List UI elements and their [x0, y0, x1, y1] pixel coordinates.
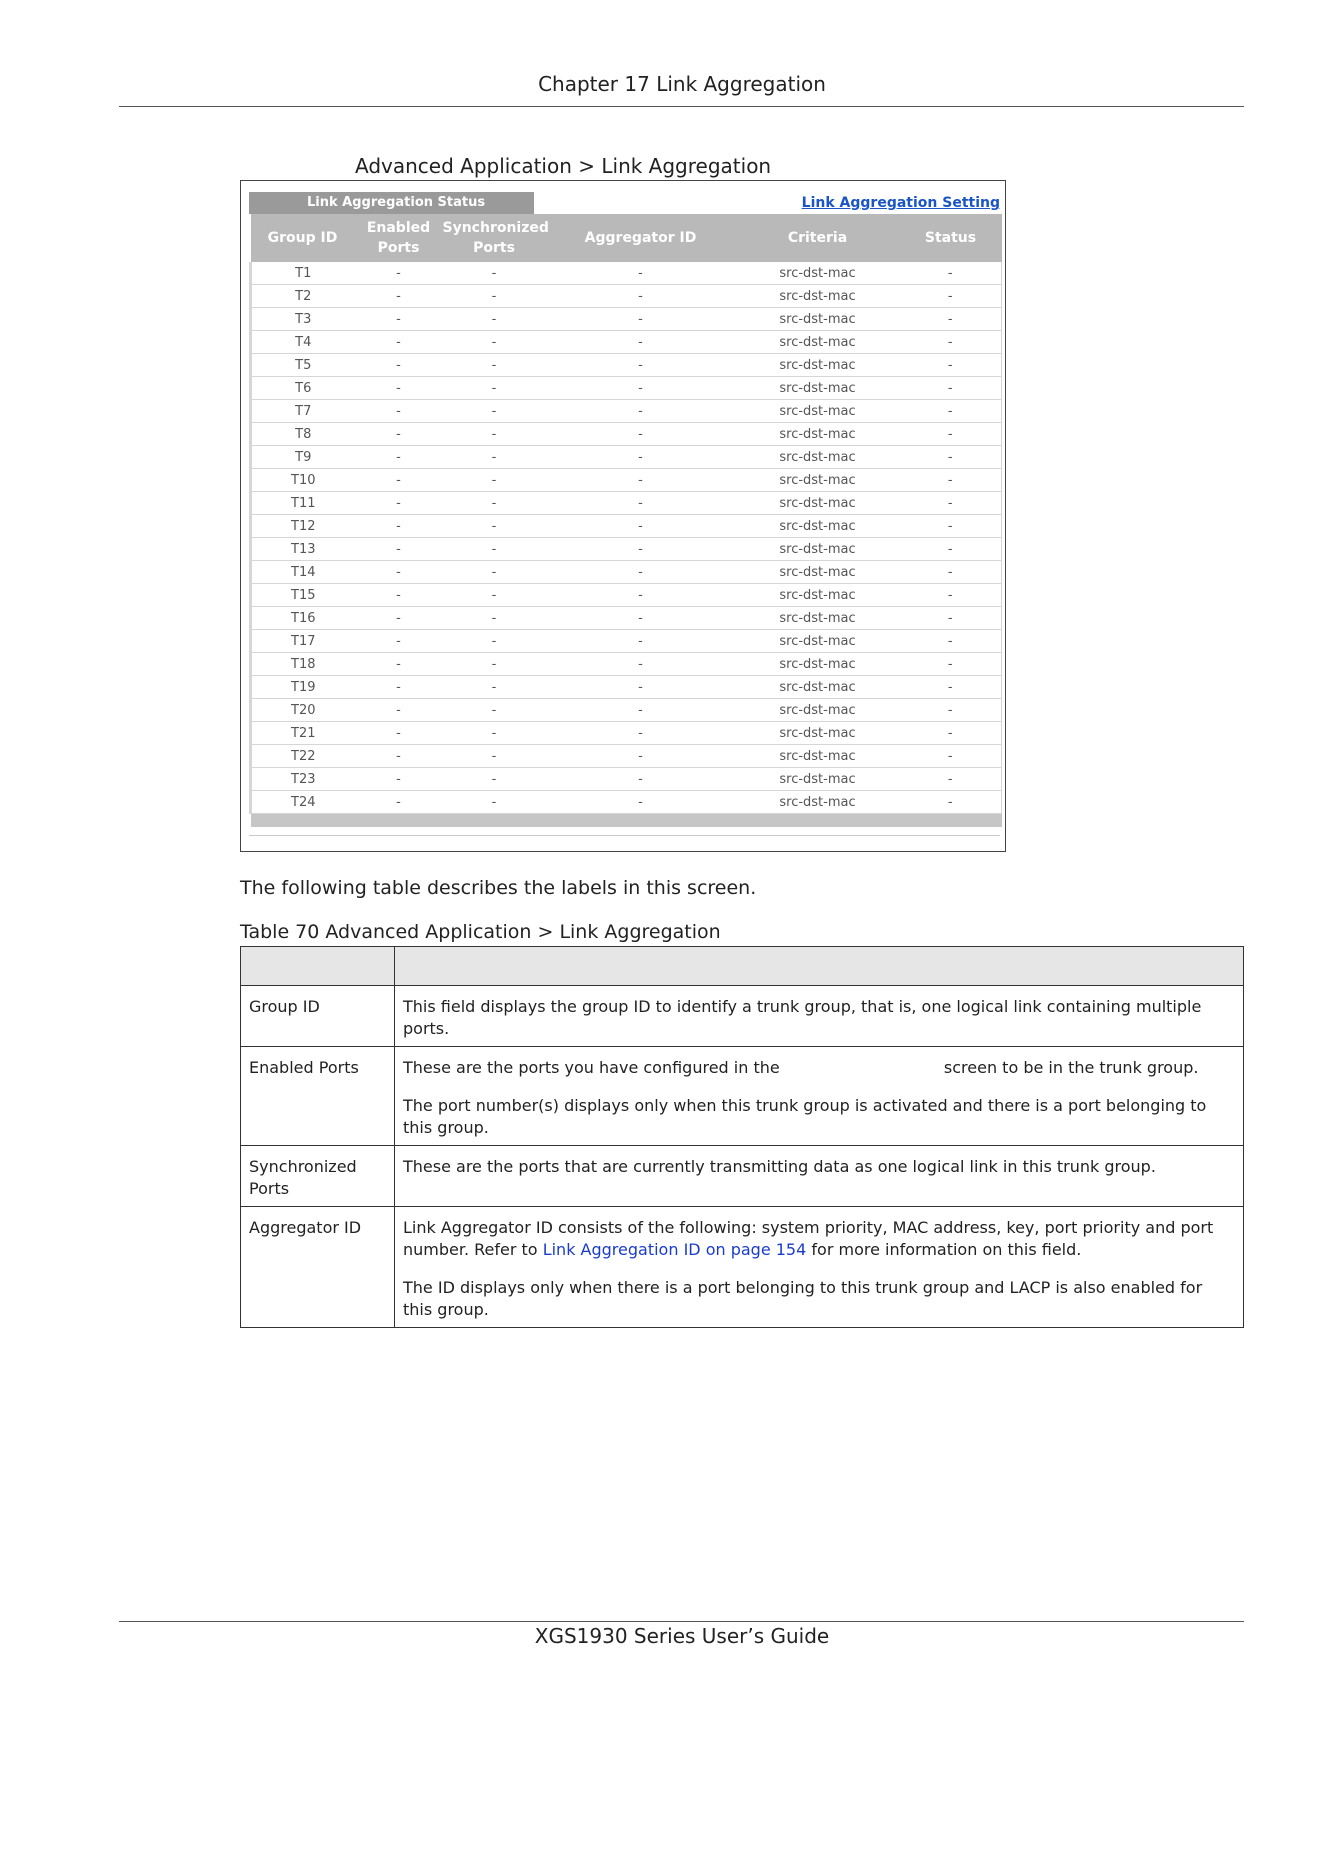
screenshot-bottom-line — [249, 835, 1000, 836]
cell-group-id: T7 — [251, 400, 355, 423]
cell-group-id: T18 — [251, 653, 355, 676]
cell-aggregator-id: - — [546, 630, 736, 653]
cell-status: - — [900, 262, 1002, 285]
desc-row-enabled-ports — [241, 1047, 1244, 1146]
cell-enabled-ports: - — [355, 584, 443, 607]
cell-aggregator-id: - — [546, 676, 736, 699]
cell-status: - — [900, 400, 1002, 423]
desc-row-synchronized-ports — [241, 1146, 1244, 1207]
cell-sync-ports: - — [443, 354, 546, 377]
cell-criteria: src-dst-mac — [736, 538, 900, 561]
cell-status: - — [900, 745, 1002, 768]
cell-aggregator-id: - — [546, 699, 736, 722]
table-row — [251, 331, 1002, 354]
cell-enabled-ports: - — [355, 285, 443, 308]
cell-group-id: T5 — [251, 354, 355, 377]
cell-enabled-ports: - — [355, 745, 443, 768]
cell-aggregator-id: - — [546, 768, 736, 791]
col-group-id: Group ID — [251, 214, 355, 262]
table-row — [251, 400, 1002, 423]
cell-group-id: T15 — [251, 584, 355, 607]
cell-sync-ports: - — [443, 515, 546, 538]
label-cell: Aggregator ID — [241, 1207, 395, 1328]
cell-status: - — [900, 768, 1002, 791]
cell-criteria: src-dst-mac — [736, 607, 900, 630]
cell-sync-ports: - — [443, 699, 546, 722]
col-enabled-ports: Enabled Ports — [355, 214, 443, 262]
cell-sync-ports: - — [443, 630, 546, 653]
table-row — [251, 584, 1002, 607]
cell-enabled-ports: - — [355, 308, 443, 331]
cell-enabled-ports: - — [355, 561, 443, 584]
cell-sync-ports: - — [443, 768, 546, 791]
cell-group-id: T4 — [251, 331, 355, 354]
cell-criteria: src-dst-mac — [736, 331, 900, 354]
table-row — [251, 768, 1002, 791]
header-rule — [119, 106, 1244, 107]
table-row — [251, 354, 1002, 377]
cell-criteria: src-dst-mac — [736, 653, 900, 676]
cell-criteria: src-dst-mac — [736, 515, 900, 538]
table-row — [251, 630, 1002, 653]
cell-criteria: src-dst-mac — [736, 561, 900, 584]
table-footer-bar — [251, 814, 1002, 828]
cell-group-id: T11 — [251, 492, 355, 515]
cell-criteria: src-dst-mac — [736, 446, 900, 469]
table-row — [251, 515, 1002, 538]
desc-row-group-id — [241, 986, 1244, 1047]
cell-criteria: src-dst-mac — [736, 676, 900, 699]
cell-criteria: src-dst-mac — [736, 492, 900, 515]
label-cell: Synchronized Ports — [241, 1146, 395, 1207]
link-aggregation-id-link[interactable]: Link Aggregation ID on page 154 — [542, 1240, 807, 1259]
cell-group-id: T12 — [251, 515, 355, 538]
cell-status: - — [900, 630, 1002, 653]
cell-sync-ports: - — [443, 584, 546, 607]
cell-status: - — [900, 653, 1002, 676]
table-row — [251, 676, 1002, 699]
table-row — [251, 423, 1002, 446]
cell-criteria: src-dst-mac — [736, 377, 900, 400]
cell-criteria: src-dst-mac — [736, 354, 900, 377]
cell-status: - — [900, 538, 1002, 561]
cell-group-id: T13 — [251, 538, 355, 561]
cell-aggregator-id: - — [546, 607, 736, 630]
cell-criteria: src-dst-mac — [736, 469, 900, 492]
chapter-header: Chapter 17 Link Aggregation — [538, 72, 826, 96]
table-row — [251, 722, 1002, 745]
cell-group-id: T17 — [251, 630, 355, 653]
cell-sync-ports: - — [443, 791, 546, 814]
cell-aggregator-id: - — [546, 331, 736, 354]
cell-criteria: src-dst-mac — [736, 791, 900, 814]
cell-group-id: T8 — [251, 423, 355, 446]
cell-status: - — [900, 354, 1002, 377]
cell-sync-ports: - — [443, 653, 546, 676]
desc-row-aggregator-id — [241, 1207, 1244, 1328]
table-row — [251, 492, 1002, 515]
cell-status: - — [900, 446, 1002, 469]
cell-group-id: T20 — [251, 699, 355, 722]
cell-enabled-ports: - — [355, 653, 443, 676]
cell-group-id: T22 — [251, 745, 355, 768]
cell-group-id: T3 — [251, 308, 355, 331]
cell-sync-ports: - — [443, 745, 546, 768]
table-row — [251, 561, 1002, 584]
cell-enabled-ports: - — [355, 469, 443, 492]
table-row — [251, 469, 1002, 492]
cell-status: - — [900, 331, 1002, 354]
cell-sync-ports: - — [443, 561, 546, 584]
cell-group-id: T21 — [251, 722, 355, 745]
desc-header-description — [395, 947, 1244, 986]
cell-status: - — [900, 377, 1002, 400]
table-row — [251, 446, 1002, 469]
table-header-row — [251, 214, 1002, 262]
link-aggregation-setting-link[interactable]: Link Aggregation Setting — [801, 195, 1000, 211]
cell-aggregator-id: - — [546, 791, 736, 814]
cell-sync-ports: - — [443, 423, 546, 446]
table-row — [251, 262, 1002, 285]
cell-status: - — [900, 584, 1002, 607]
footer-title: XGS1930 Series User’s Guide — [534, 1624, 830, 1648]
cell-enabled-ports: - — [355, 722, 443, 745]
cell-enabled-ports: - — [355, 377, 443, 400]
cell-enabled-ports: - — [355, 676, 443, 699]
cell-sync-ports: - — [443, 607, 546, 630]
table-row — [251, 699, 1002, 722]
cell-criteria: src-dst-mac — [736, 308, 900, 331]
cell-enabled-ports: - — [355, 791, 443, 814]
link-aggregation-status-table — [249, 214, 1002, 827]
cell-aggregator-id: - — [546, 262, 736, 285]
cell-group-id: T23 — [251, 768, 355, 791]
cell-enabled-ports: - — [355, 423, 443, 446]
cell-enabled-ports: - — [355, 699, 443, 722]
cell-aggregator-id: - — [546, 584, 736, 607]
table-row — [251, 285, 1002, 308]
cell-enabled-ports: - — [355, 538, 443, 561]
cell-status: - — [900, 469, 1002, 492]
cell-sync-ports: - — [443, 538, 546, 561]
cell-group-id: T19 — [251, 676, 355, 699]
footer-rule — [119, 1621, 1244, 1622]
cell-enabled-ports: - — [355, 331, 443, 354]
cell-criteria: src-dst-mac — [736, 768, 900, 791]
cell-criteria: src-dst-mac — [736, 400, 900, 423]
cell-status: - — [900, 308, 1002, 331]
intro-text: The following table describes the labels in this screen. — [240, 877, 757, 899]
cell-enabled-ports: - — [355, 400, 443, 423]
table-row — [251, 653, 1002, 676]
cell-sync-ports: - — [443, 308, 546, 331]
cell-criteria: src-dst-mac — [736, 722, 900, 745]
cell-criteria: src-dst-mac — [736, 262, 900, 285]
cell-enabled-ports: - — [355, 630, 443, 653]
table-row — [251, 538, 1002, 561]
cell-aggregator-id: - — [546, 745, 736, 768]
cell-sync-ports: - — [443, 492, 546, 515]
cell-aggregator-id: - — [546, 515, 736, 538]
cell-status: - — [900, 791, 1002, 814]
cell-aggregator-id: - — [546, 400, 736, 423]
desc-header-label — [241, 947, 395, 986]
table-row — [251, 791, 1002, 814]
link-aggregation-screenshot — [240, 180, 1006, 852]
cell-status: - — [900, 285, 1002, 308]
cell-criteria: src-dst-mac — [736, 745, 900, 768]
cell-aggregator-id: - — [546, 377, 736, 400]
cell-aggregator-id: - — [546, 308, 736, 331]
description-cell: Link Aggregator ID consists of the following: system priority, MAC address, key, port priority and port number. Refer to Link Aggregation ID on page 154 for more information on this field. The ID displays only when there is a port belonging to this trunk group and LACP is also enabled for this group. — [395, 1207, 1244, 1328]
cell-sync-ports: - — [443, 262, 546, 285]
cell-enabled-ports: - — [355, 492, 443, 515]
cell-sync-ports: - — [443, 377, 546, 400]
cell-enabled-ports: - — [355, 515, 443, 538]
cell-group-id: T9 — [251, 446, 355, 469]
table-row — [251, 745, 1002, 768]
cell-group-id: T1 — [251, 262, 355, 285]
cell-group-id: T6 — [251, 377, 355, 400]
col-synchronized-ports: Synchronized Ports — [443, 214, 546, 262]
cell-criteria: src-dst-mac — [736, 285, 900, 308]
cell-aggregator-id: - — [546, 354, 736, 377]
cell-enabled-ports: - — [355, 354, 443, 377]
description-cell: This field displays the group ID to identify a trunk group, that is, one logical link containing multiple ports. — [395, 986, 1244, 1047]
cell-aggregator-id: - — [546, 538, 736, 561]
cell-sync-ports: - — [443, 676, 546, 699]
table-row — [251, 607, 1002, 630]
cell-group-id: T14 — [251, 561, 355, 584]
cell-criteria: src-dst-mac — [736, 699, 900, 722]
desc-table-header — [241, 947, 1244, 986]
cell-status: - — [900, 699, 1002, 722]
cell-group-id: T2 — [251, 285, 355, 308]
cell-enabled-ports: - — [355, 607, 443, 630]
label-description-table — [240, 946, 1244, 1328]
figure-caption: Advanced Application > Link Aggregation — [355, 154, 772, 178]
cell-enabled-ports: - — [355, 768, 443, 791]
label-cell: Group ID — [241, 986, 395, 1047]
cell-sync-ports: - — [443, 722, 546, 745]
col-criteria: Criteria — [736, 214, 900, 262]
cell-sync-ports: - — [443, 446, 546, 469]
cell-group-id: T10 — [251, 469, 355, 492]
description-cell: These are the ports that are currently transmitting data as one logical link in this trunk group. — [395, 1146, 1244, 1207]
description-cell: These are the ports you have configured in the screen to be in the trunk group. The port number(s) displays only when this trunk group is activated and there is a port belonging to this group. — [395, 1047, 1244, 1146]
cell-criteria: src-dst-mac — [736, 630, 900, 653]
cell-aggregator-id: - — [546, 492, 736, 515]
cell-status: - — [900, 561, 1002, 584]
cell-criteria: src-dst-mac — [736, 584, 900, 607]
table-caption: Table 70 Advanced Application > Link Aggregation — [240, 921, 721, 943]
cell-status: - — [900, 423, 1002, 446]
cell-status: - — [900, 722, 1002, 745]
cell-sync-ports: - — [443, 331, 546, 354]
cell-enabled-ports: - — [355, 446, 443, 469]
cell-aggregator-id: - — [546, 561, 736, 584]
label-cell: Enabled Ports — [241, 1047, 395, 1146]
cell-sync-ports: - — [443, 400, 546, 423]
cell-status: - — [900, 676, 1002, 699]
table-row — [251, 377, 1002, 400]
cell-sync-ports: - — [443, 285, 546, 308]
cell-aggregator-id: - — [546, 469, 736, 492]
cell-sync-ports: - — [443, 469, 546, 492]
cell-aggregator-id: - — [546, 722, 736, 745]
table-row — [251, 308, 1002, 331]
cell-group-id: T24 — [251, 791, 355, 814]
cell-status: - — [900, 492, 1002, 515]
status-tab[interactable]: Link Aggregation Status — [249, 192, 534, 214]
cell-enabled-ports: - — [355, 262, 443, 285]
cell-aggregator-id: - — [546, 423, 736, 446]
cell-aggregator-id: - — [546, 285, 736, 308]
col-status: Status — [900, 214, 1002, 262]
cell-aggregator-id: - — [546, 446, 736, 469]
cell-group-id: T16 — [251, 607, 355, 630]
cell-aggregator-id: - — [546, 653, 736, 676]
col-aggregator-id: Aggregator ID — [546, 214, 736, 262]
cell-status: - — [900, 607, 1002, 630]
cell-status: - — [900, 515, 1002, 538]
cell-criteria: src-dst-mac — [736, 423, 900, 446]
